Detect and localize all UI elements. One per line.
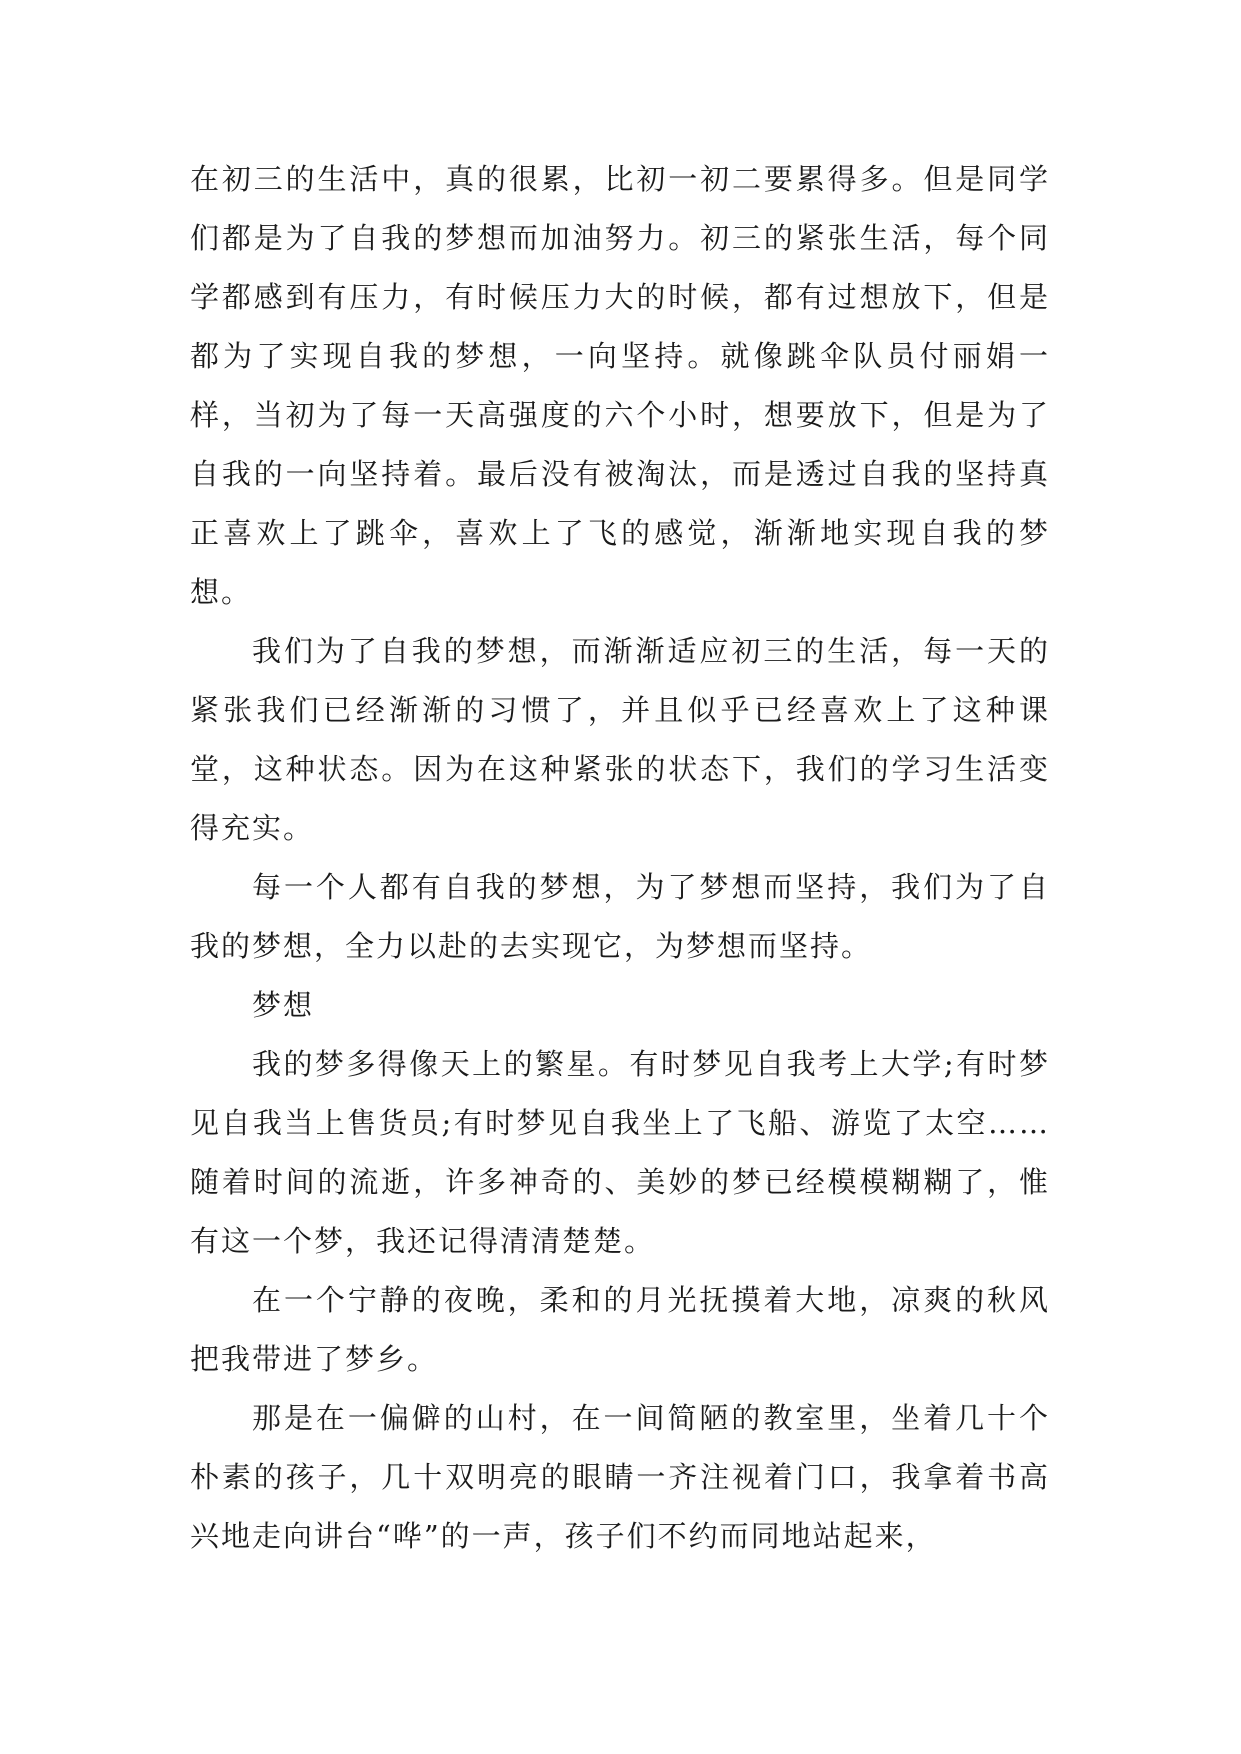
- paragraph: 我的梦多得像天上的繁星。有时梦见自我考上大学;有时梦见自我当上售货员;有时梦见自我坐上了飞船、游览了太空……随着时间的流逝，许多神奇的、美妙的梦已经模模糊糊了，惟有这一个梦，我还记得清清楚楚。: [190, 1047, 1050, 1258]
- section-title: 梦想: [252, 988, 315, 1022]
- document-body: [190, 150, 1050, 1566]
- paragraph-continuation: 在初三的生活中，真的很累，比初一初二要累得多。但是同学们都是为了自我的梦想而加油努力。初三的紧张生活，每个同学都感到有压力，有时候压力大的时候，都有过想放下，但是都为了实现自我的梦想，一向坚持。就像跳伞队员付丽娟一样，当初为了每一天高强度的六个小时，想要放下，但是为了自我的一向坚持着。最后没有被淘汰，而是透过自我的坚持真正喜欢上了跳伞，喜欢上了飞的感觉，渐渐地实现自我的梦想。: [190, 162, 1050, 609]
- paragraph: 在一个宁静的夜晚，柔和的月光抚摸着大地，凉爽的秋风把我带进了梦乡。: [190, 1283, 1050, 1376]
- paragraph: 我们为了自我的梦想，而渐渐适应初三的生活，每一天的紧张我们已经渐渐的习惯了，并且似乎已经喜欢上了这种课堂，这种状态。因为在这种紧张的状态下，我们的学习生活变得充实。: [190, 634, 1050, 845]
- paragraph: 那是在一偏僻的山村，在一间简陋的教室里，坐着几十个朴素的孩子，几十双明亮的眼睛一齐注视着门口，我拿着书高兴地走向讲台“哗”的一声，孩子们不约而同地站起来，: [190, 1401, 1050, 1553]
- paragraph: 每一个人都有自我的梦想，为了梦想而坚持，我们为了自我的梦想，全力以赴的去实现它，为梦想而坚持。: [190, 870, 1050, 963]
